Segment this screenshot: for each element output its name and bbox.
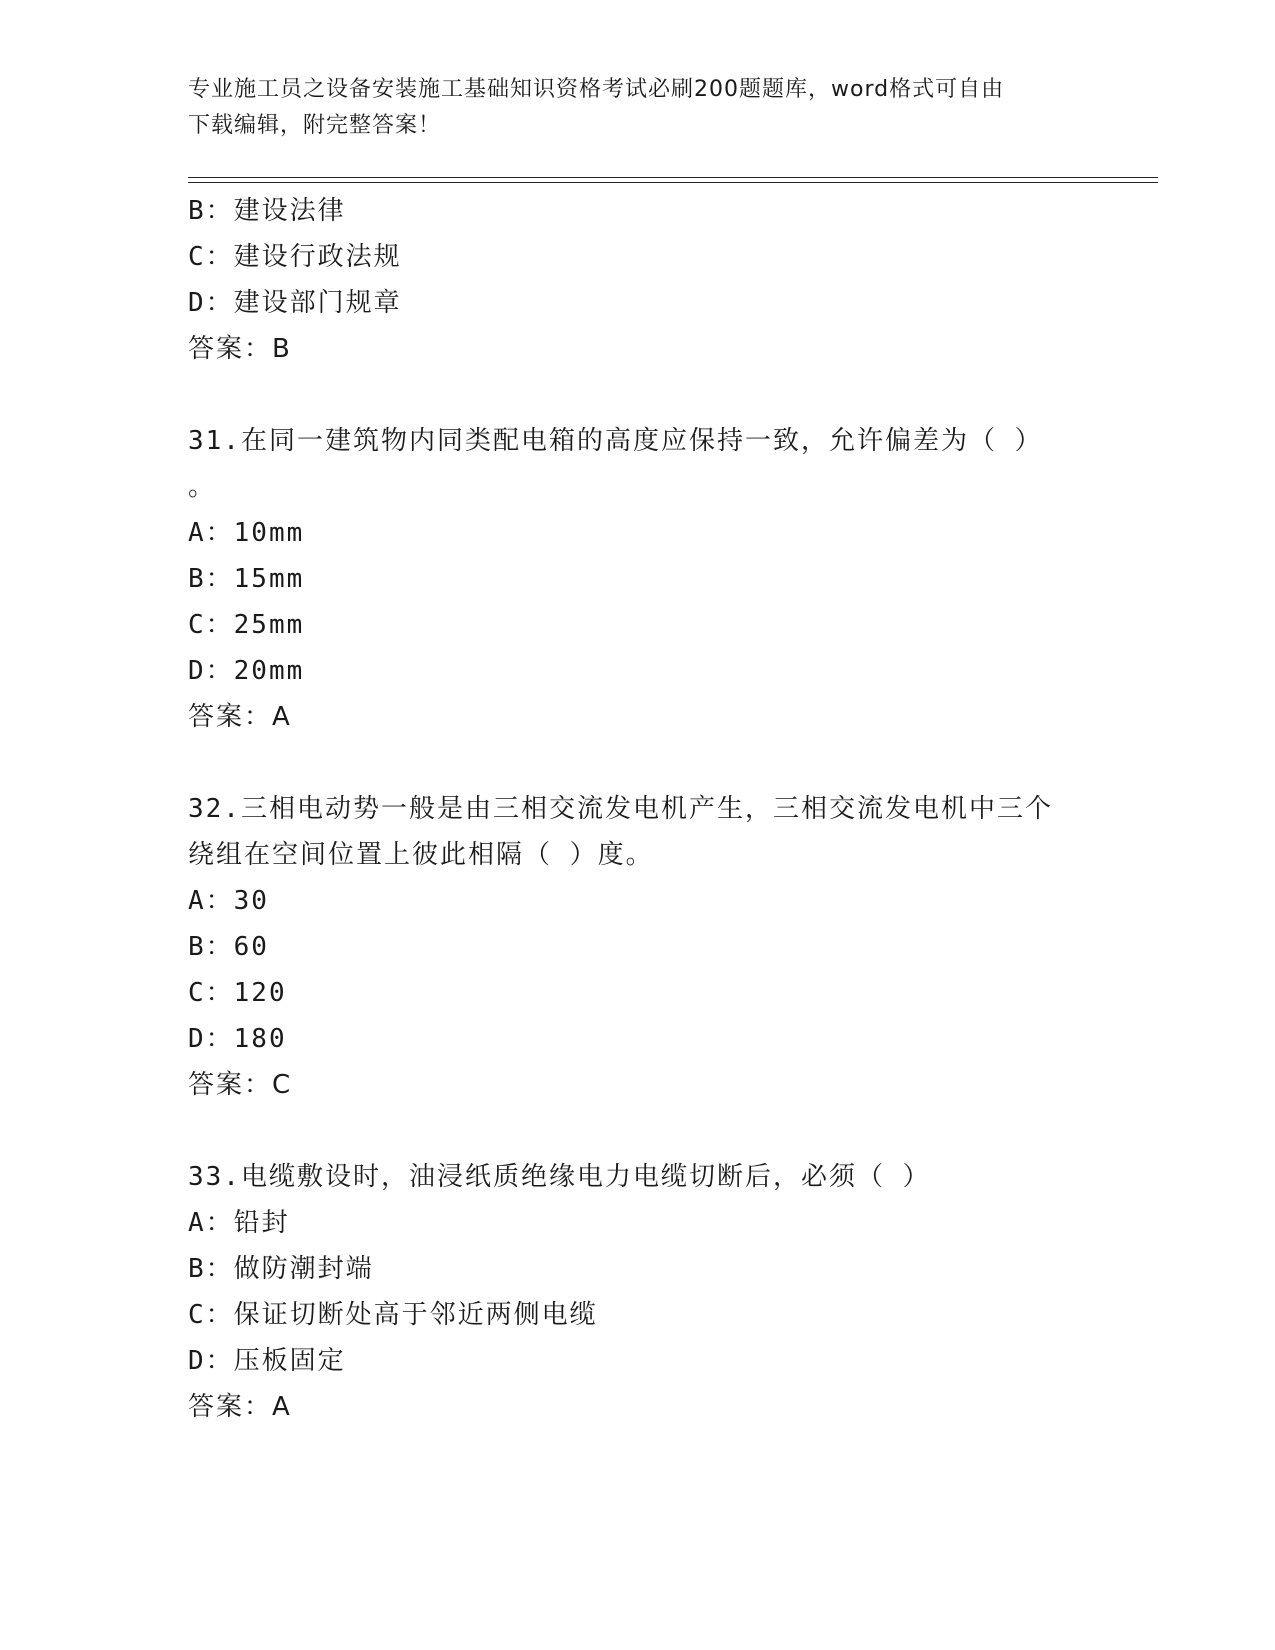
option-c: C：25mm (188, 610, 305, 640)
option-b: B：15mm (188, 564, 305, 594)
question-32 (188, 786, 1088, 1108)
answer-line: 答案：B (188, 334, 292, 364)
option-a: A：30 (188, 886, 269, 916)
question-stem-continued: 绕组在空间位置上彼此相隔（ ）度。 (188, 840, 654, 870)
header-divider-bottom (188, 182, 1158, 183)
answer-line: 答案：C (188, 1070, 293, 1100)
answer-line: 答案：A (188, 1392, 292, 1422)
option-d: D：180 (188, 1024, 287, 1054)
question-stem: 32.三相电动势一般是由三相交流发电机产生，三相交流发电机中三个 (188, 794, 1053, 824)
document-body (188, 188, 1088, 1430)
question-stem: 33.电缆敷设时，油浸纸质绝缘电力电缆切断后，必须（ ） (188, 1162, 931, 1192)
question-stem: 31.在同一建筑物内同类配电箱的高度应保持一致，允许偏差为（ ） (188, 426, 1043, 456)
document-header (188, 72, 1068, 144)
option-d: D：20mm (188, 656, 305, 686)
question-33 (188, 1154, 1088, 1430)
document-title-line-1: 专业施工员之设备安装施工基础知识资格考试必刷200题题库，word格式可自由 (188, 77, 1005, 102)
answer-line: 答案：A (188, 702, 292, 732)
question-stem-continued: 。 (188, 472, 217, 502)
option-b: B：做防潮封端 (188, 1254, 374, 1284)
header-divider-top (188, 177, 1158, 178)
option-d: D：建设部门规章 (188, 288, 402, 318)
option-a: A：铅封 (188, 1208, 290, 1238)
option-a: A：10mm (188, 518, 305, 548)
option-d: D：压板固定 (188, 1346, 346, 1376)
option-c: C：120 (188, 978, 287, 1008)
option-c: C：保证切断处高于邻近两侧电缆 (188, 1300, 598, 1330)
question-31 (188, 418, 1088, 740)
option-b: B：建设法律 (188, 196, 346, 226)
document-title-line-2: 下载编辑，附完整答案！ (188, 113, 442, 138)
question-30 (188, 188, 1088, 372)
option-c: C：建设行政法规 (188, 242, 402, 272)
option-b: B：60 (188, 932, 269, 962)
